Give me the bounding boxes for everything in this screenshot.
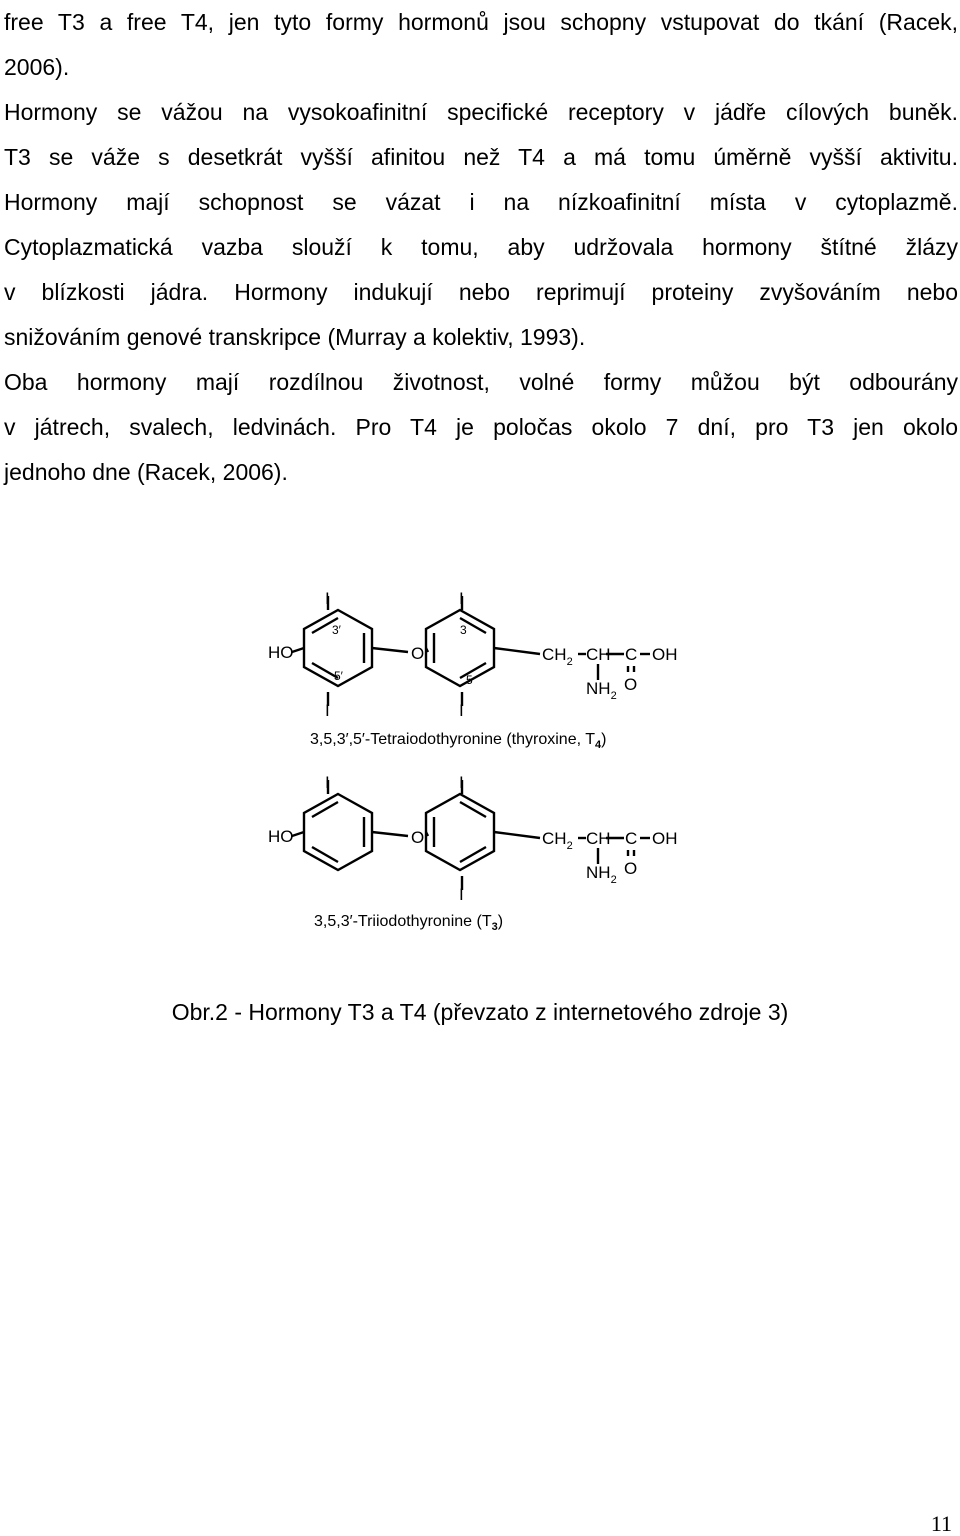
t3-compound-name: 3,5,3′-Triiodothyronine $(T_3)$ — [314, 913, 504, 933]
nh2-label: $NH_2$ — [586, 863, 617, 886]
text-line: v blízkosti jádra. Hormony indukují nebo reprimují proteiny zvyšováním nebo — [4, 279, 958, 305]
ho-label: HO — [268, 643, 294, 662]
iodine-label: I — [459, 589, 464, 608]
t3-structure-diagram — [260, 772, 700, 942]
iodine-label: I — [325, 589, 330, 608]
t4-structure-diagram — [260, 588, 700, 758]
text-line: free T3 a free T4, jen tyto formy hormonů jsou schopny vstupovat do tkání (Racek, — [4, 9, 958, 35]
ch-label: CH — [586, 645, 611, 664]
position-label-5prime: 5′ — [334, 669, 343, 683]
ether-oxygen-label: O — [411, 828, 425, 847]
position-label-5: 5 — [466, 673, 473, 687]
body-text — [4, 0, 958, 495]
text-line: Hormony se vážou na vysokoafinitní specifické receptory v jádře cílových buněk. — [4, 99, 958, 125]
text-line: Oba hormony mají rozdílnou životnost, volné formy můžou být odbourány — [4, 369, 958, 395]
carbonyl-oxygen-label: O — [624, 675, 638, 694]
ch2-label: $CH_2$ — [542, 829, 573, 852]
position-label-3prime: 3′ — [332, 623, 341, 637]
iodine-label: I — [459, 773, 464, 792]
text-line: jednoho dne (Racek, 2006). — [4, 459, 288, 485]
iodine-label: I — [459, 885, 464, 904]
text-line: T3 se váže s desetkrát vyšší afinitou než T4 a má tomu úměrně vyšší aktivitu. — [4, 144, 958, 170]
ch-label: CH — [586, 829, 611, 848]
text-line: v játrech, svalech, ledvinách. Pro T4 je poločas okolo 7 dní, pro T3 jen okolo — [4, 414, 958, 440]
oh-label: OH — [652, 829, 678, 848]
figure-caption: Obr.2 - Hormony T3 a T4 (převzato z internetového zdroje 3) — [171, 999, 789, 1025]
text-line: snižováním genové transkripce (Murray a kolektiv, 1993). — [4, 324, 586, 350]
carbon-label: C — [625, 645, 638, 664]
iodine-label: I — [459, 701, 464, 720]
oh-label: OH — [652, 645, 678, 664]
nh2-label: $NH_2$ — [586, 679, 617, 702]
iodine-label: I — [325, 701, 330, 720]
text-line: Hormony mají schopnost se vázat i na nízkoafinitní místa v cytoplazmě. — [4, 189, 958, 215]
carbonyl-oxygen-label: O — [624, 859, 638, 878]
ch2-label: $CH_2$ — [542, 645, 573, 668]
ether-oxygen-label: O — [411, 644, 425, 663]
t4-compound-name: 3,5,3′,5′-Tetraiodothyronine (thyroxine, $T_4$) — [310, 731, 607, 751]
iodine-label: I — [325, 773, 330, 792]
ho-label: HO — [268, 827, 294, 846]
carbon-label: C — [625, 829, 638, 848]
text-line: Cytoplazmatická vazba slouží k tomu, aby udržovala hormony štítné žlázy — [4, 234, 958, 260]
text-line: 2006). — [4, 54, 70, 80]
page-number: 11 — [930, 1511, 952, 1536]
position-label-3: 3 — [460, 623, 467, 637]
